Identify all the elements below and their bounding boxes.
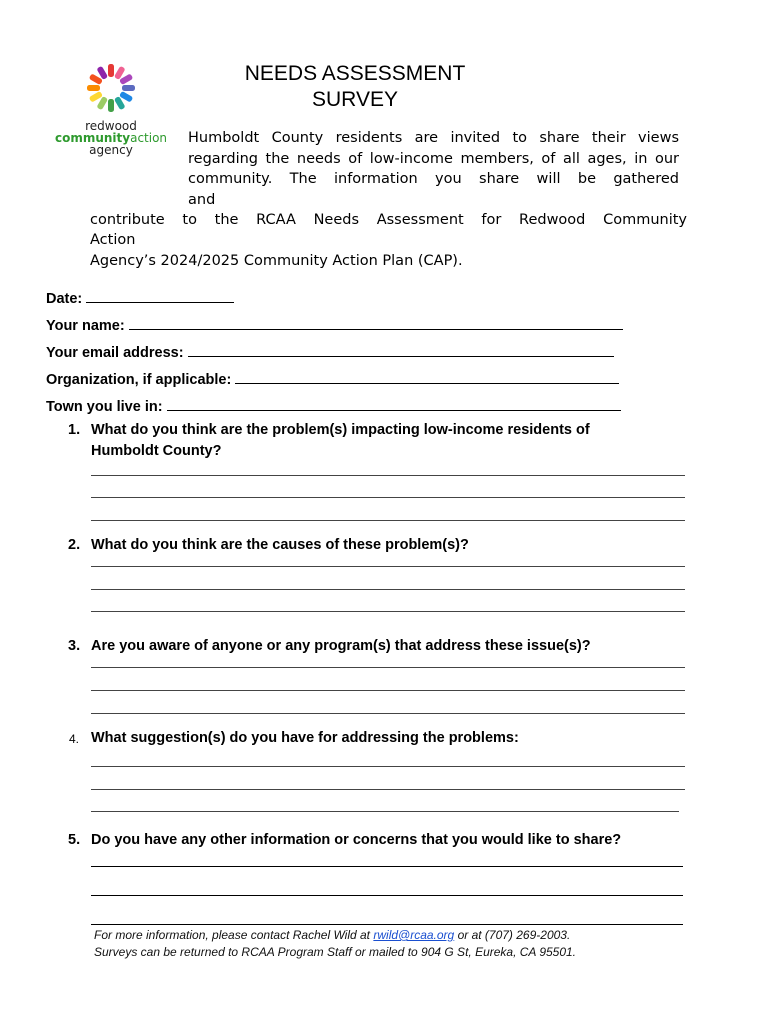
logo-word-community: community — [54, 131, 131, 145]
question-2-text: What do you think are the causes of these problem(s)? — [91, 537, 469, 553]
rcaa-logo — [52, 62, 170, 162]
answer-2-line-3[interactable] — [91, 611, 685, 612]
answer-3-line-1[interactable] — [91, 667, 685, 668]
answer-5-line-1[interactable] — [91, 866, 683, 867]
answer-4-line-3[interactable] — [91, 811, 679, 812]
logo-word-action: action — [130, 131, 168, 145]
logo-wordmark — [52, 120, 170, 156]
organization-label: Organization, if applicable: — [46, 372, 232, 388]
footer-prefix: For more information, please contact Rachel Wild at — [94, 928, 374, 942]
title-line-1: NEEDS ASSESSMENT — [244, 62, 466, 85]
question-5-text: Do you have any other information or concerns that you would like to share? — [91, 832, 622, 848]
logo-line-agency: agency — [89, 143, 133, 157]
intro-paragraph — [188, 128, 679, 210]
date-label: Date: — [46, 291, 83, 307]
title-line-2: SURVEY — [312, 88, 398, 111]
question-1-line-2: Humboldt County? — [91, 443, 222, 459]
town-field[interactable] — [46, 396, 621, 415]
intro-line-4: and — [188, 191, 216, 208]
footer-suffix: or at (707) 269-2003. — [454, 928, 571, 942]
question-1-line-1: What do you think are the problem(s) impacting low-income residents of — [91, 422, 590, 438]
footer-contact — [94, 927, 576, 961]
name-label: Your name: — [46, 318, 125, 334]
intro-line-5: contribute to the RCAA Needs Assessment for Redwood Community — [90, 212, 687, 228]
logo-ray — [122, 85, 135, 91]
answer-4-line-1[interactable] — [91, 766, 685, 767]
answer-3-line-3[interactable] — [91, 713, 685, 714]
email-blank[interactable] — [188, 342, 614, 357]
intro-line-1: Humboldt County residents are invited to share their views — [188, 130, 679, 146]
email-field[interactable] — [46, 342, 614, 361]
organization-field[interactable] — [46, 369, 619, 388]
logo-ray — [87, 85, 100, 91]
footer-line-1 — [94, 927, 576, 944]
date-blank[interactable] — [86, 288, 234, 303]
logo-line-redwood: redwood — [85, 119, 137, 133]
answer-5-line-2[interactable] — [91, 895, 683, 896]
answer-1-line-1[interactable] — [91, 475, 685, 476]
question-5-number: 5. — [68, 832, 81, 848]
answer-2-line-2[interactable] — [91, 589, 685, 590]
logo-ray — [108, 64, 114, 77]
question-3-text: Are you aware of anyone or any program(s) that address these issue(s)? — [91, 638, 591, 654]
town-blank[interactable] — [167, 396, 621, 411]
answer-3-line-2[interactable] — [91, 690, 685, 691]
organization-blank[interactable] — [235, 369, 619, 384]
question-4-text: What suggestion(s) do you have for addressing the problems: — [91, 730, 519, 746]
name-field[interactable] — [46, 315, 623, 334]
town-label: Town you live in: — [46, 399, 163, 415]
name-blank[interactable] — [129, 315, 623, 330]
intro-line-7: Agency’s 2024/2025 Community Action Plan (CAP). — [90, 253, 463, 269]
contact-email-link[interactable]: rwild@rcaa.org — [373, 928, 455, 942]
answer-4-line-2[interactable] — [91, 789, 685, 790]
email-label: Your email address: — [46, 345, 184, 361]
page-title — [200, 61, 510, 113]
answer-5-line-3[interactable] — [91, 924, 683, 925]
footer-line-2: Surveys can be returned to RCAA Program Staff or mailed to 904 G St, Eureka, CA 95501. — [94, 945, 577, 959]
answer-1-line-2[interactable] — [91, 497, 685, 498]
sunburst-logo-icon — [85, 62, 137, 114]
logo-ray — [108, 99, 114, 112]
intro-line-2: regarding the needs of low-income members, of all ages, in our — [188, 150, 679, 167]
question-3-number: 3. — [68, 638, 81, 654]
date-field[interactable] — [46, 288, 234, 307]
question-1-text — [91, 420, 590, 462]
intro-line-6: Action — [90, 232, 136, 248]
intro-line-3: community. The information you share will be gathered — [188, 171, 679, 187]
answer-2-line-1[interactable] — [91, 566, 685, 567]
answer-1-line-3[interactable] — [91, 520, 685, 521]
question-2-number: 2. — [68, 537, 81, 553]
question-4-number: 4. — [69, 732, 80, 746]
question-1-number: 1. — [68, 422, 81, 438]
